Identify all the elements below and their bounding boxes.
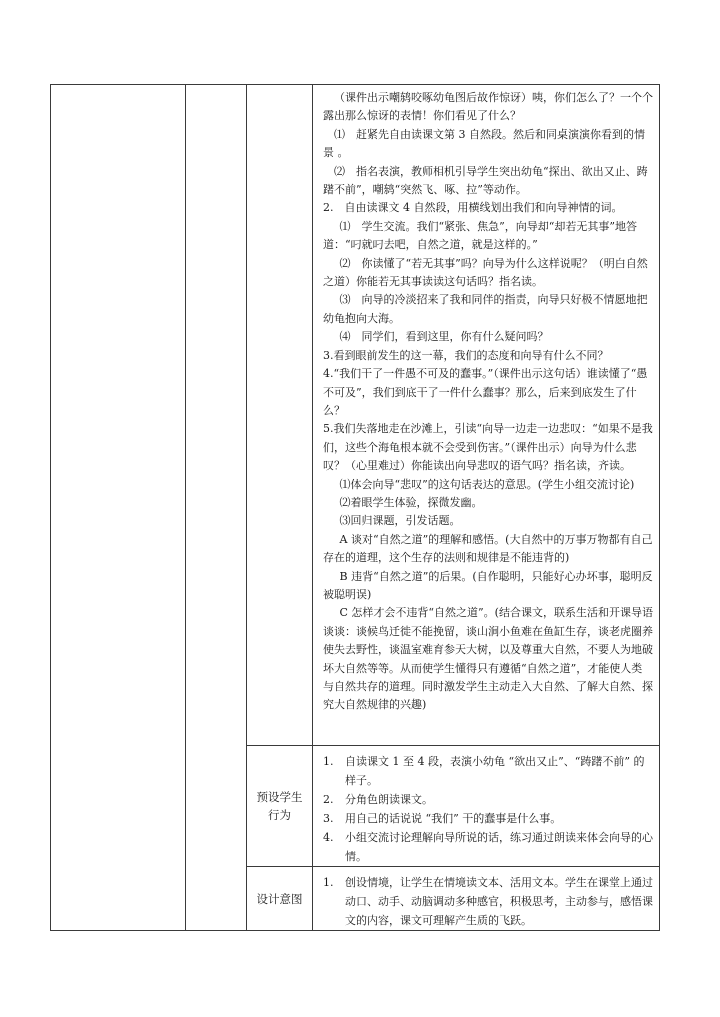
- empty-cell-col2: [186, 85, 247, 931]
- preset-behavior-label: [247, 746, 313, 867]
- teaching-process-cell: [313, 85, 660, 746]
- paragraph: 5.我们失落地走在沙滩上，引读“向导一边走一边悲叹：“如果不是我们，这些个海龟根本就不会受到伤害。”（课件出示）向导为什么悲叹？（心里难过）你能读出向导悲叹的语气吗？指名读，齐读。: [323, 422, 653, 473]
- paragraph: ⑶回归课题，引发话题。: [339, 514, 461, 528]
- paragraph: ⑵ 指名表演，教师相机引导学生突出幼龟“探出、欲出又止、踌躇不前”，嘲鸫“突然飞、啄、拉”等动作。: [323, 164, 648, 197]
- list-item: 3. 用自己的话说说 “我们” 干的蠢事是什么事。: [323, 812, 562, 825]
- paragraph: （课件出示嘲鸫咬啄幼龟图后故作惊讶）咦，你们怎么了？一个个露出那么惊讶的表情！你们看见了什么？: [323, 91, 653, 123]
- list-item: 4. 小组交流讨论理解向导所说的话，练习通过朗读来体会向导的心情。: [323, 831, 653, 863]
- paragraph: ⑴ 学生交流。我们“紧张、焦急”，向导却“却若无其事”地答道：“叼就叼去吧，自然之道，就是这样的。”: [323, 219, 637, 252]
- table-row: [51, 85, 660, 746]
- preset-label-line2: 行为: [268, 808, 291, 822]
- design-intent-cell: [313, 867, 660, 931]
- paragraph: ⑷ 同学们，看到这里，你有什么疑问吗？: [339, 330, 549, 344]
- list-item: 2. 分角色朗读课文。: [323, 793, 433, 806]
- paragraph: 2. 自由读课文 4 自然段，用横线划出我们和向导神情的词。: [323, 201, 623, 215]
- design-intent-label: 设计意图: [247, 867, 313, 931]
- paragraph: 3.看到眼前发生的这一幕，我们的态度和向导有什么不同？: [323, 348, 609, 362]
- preset-behavior-list: [313, 746, 659, 866]
- list-item: 1. 创设情境，让学生在情境读文本、活用文本。学生在课堂上通过动口、动手、动脑调动多种感官，积极思考，主动参与，感悟课文的内容，课文可理解产生质的飞跃。: [323, 876, 653, 927]
- list-item: 1. 自读课文 1 至 4 段，表演小幼龟 “欲出又止”、“踌躇不前” 的样子。: [323, 755, 645, 787]
- paragraph: ⑶ 向导的冷淡招来了我和同伴的指责，向导只好极不情愿地把幼龟抱向大海。: [323, 293, 648, 325]
- empty-cell-col1: [51, 85, 186, 931]
- paragraph: 4.“我们干了一件愚不可及的蠢事。”（课件出示这句话）谁读懂了“愚不可及”，我们到底干了一件什么蠢事？那么，后来到底发生了什么？: [323, 367, 648, 417]
- paragraph: ⑴ 赶紧先自由读课文第 3 自然段。然后和同桌演演你看到的情景 。: [323, 127, 645, 160]
- paragraph: ⑵ 你读懂了“若无其事”吗？向导为什么这样说呢？（明白自然之道）你能若无其事读读这句话吗？指名读。: [323, 256, 648, 289]
- paragraph: A 谈对“自然之道”的理解和感悟。(大自然中的万事万物都有自己存在的道理，这个生存的法则和规律是不能违背的): [323, 532, 653, 565]
- empty-cell-col3: [247, 85, 313, 746]
- paragraph: ⑵着眼学生体验，探微发幽。: [339, 495, 483, 509]
- preset-behavior-cell: [313, 746, 660, 867]
- lesson-plan-table: [50, 84, 660, 931]
- teaching-process-text: [313, 85, 659, 715]
- preset-label-line1: 预设学生: [256, 790, 303, 804]
- design-intent-list: [313, 867, 659, 930]
- paragraph: ⑴体会向导“悲叹”的这句话表达的意思。(学生小组交流讨论): [339, 477, 635, 491]
- paragraph: B 违背“自然之道”的后果。(自作聪明，只能好心办坏事，聪明反被聪明误): [323, 569, 653, 601]
- paragraph: C 怎样才会不违背“自然之道”。(结合课文，联系生活和开课导语谈谈：谈候鸟迁徙不能挽留，谈山涧小鱼难在鱼缸生存，谈老虎圈养使失去野性，谈温室难育参天大树，以及尊重大自然，不要人为地破坏大自然等等。从而使学生懂得只有遵循“自然之道”，才能使人类与自然共存的道理。同时激发学生主动走入大自然、了解大自然、探究大自然规律的兴趣): [323, 606, 653, 712]
